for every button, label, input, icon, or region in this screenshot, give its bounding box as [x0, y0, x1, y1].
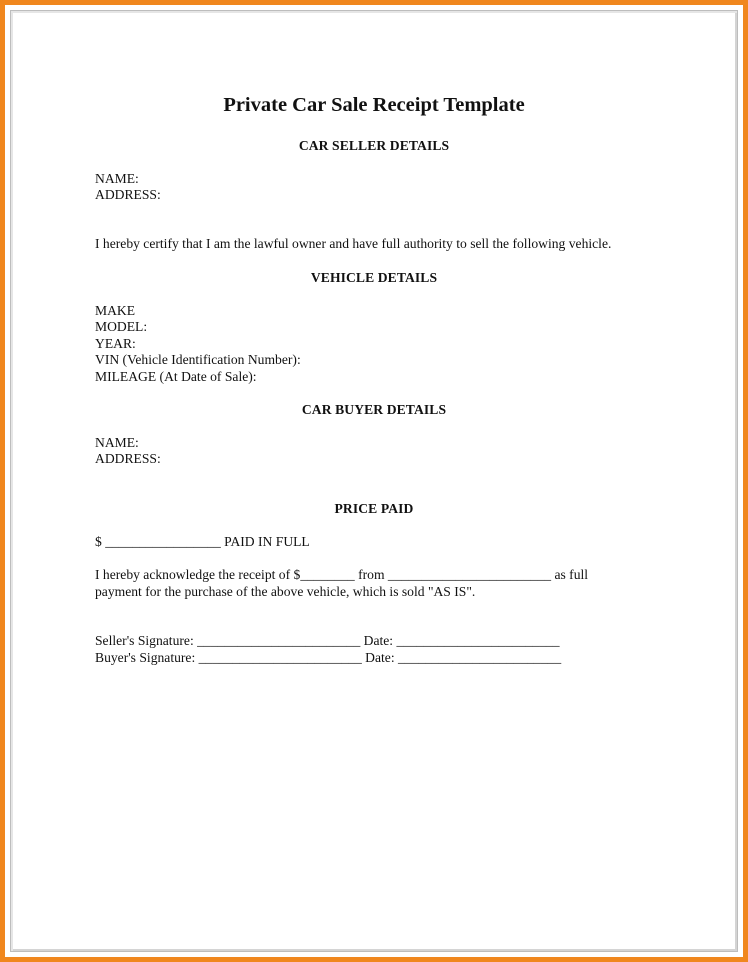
buyer-signature-line: Buyer's Signature: ________________________ Date: ________________________ [95, 650, 562, 665]
seller-name-label: NAME: [95, 171, 139, 186]
price-section-heading: PRICE PAID [334, 501, 414, 516]
vehicle-year-label: YEAR: [95, 336, 136, 351]
buyer-section-heading: CAR BUYER DETAILS [301, 402, 447, 417]
acknowledgement-line-2: payment for the purchase of the above vehicle, which is sold "AS IS". [95, 584, 476, 599]
acknowledgement-line-1: I hereby acknowledge the receipt of $________ from ________________________ as full [95, 567, 589, 582]
vehicle-mileage-label: MILEAGE (At Date of Sale): [95, 369, 257, 384]
seller-section-heading: CAR SELLER DETAILS [298, 138, 450, 153]
seller-address-label: ADDRESS: [95, 187, 161, 202]
seller-signature-line: Seller's Signature: ________________________ Date: ________________________ [95, 633, 560, 648]
buyer-name-label: NAME: [95, 435, 139, 450]
buyer-address-label: ADDRESS: [95, 451, 161, 466]
vehicle-section-heading: VEHICLE DETAILS [310, 270, 438, 285]
vehicle-model-label: MODEL: [95, 319, 148, 334]
document-title: Private Car Sale Receipt Template [223, 94, 525, 116]
vehicle-vin-label: VIN (Vehicle Identification Number): [95, 352, 301, 367]
vehicle-make-label: MAKE [95, 303, 136, 318]
ownership-certification: I hereby certify that I am the lawful owner and have full authority to sell the following vehicle. [95, 236, 612, 251]
paid-in-full-line: $ _________________ PAID IN FULL [95, 534, 310, 549]
